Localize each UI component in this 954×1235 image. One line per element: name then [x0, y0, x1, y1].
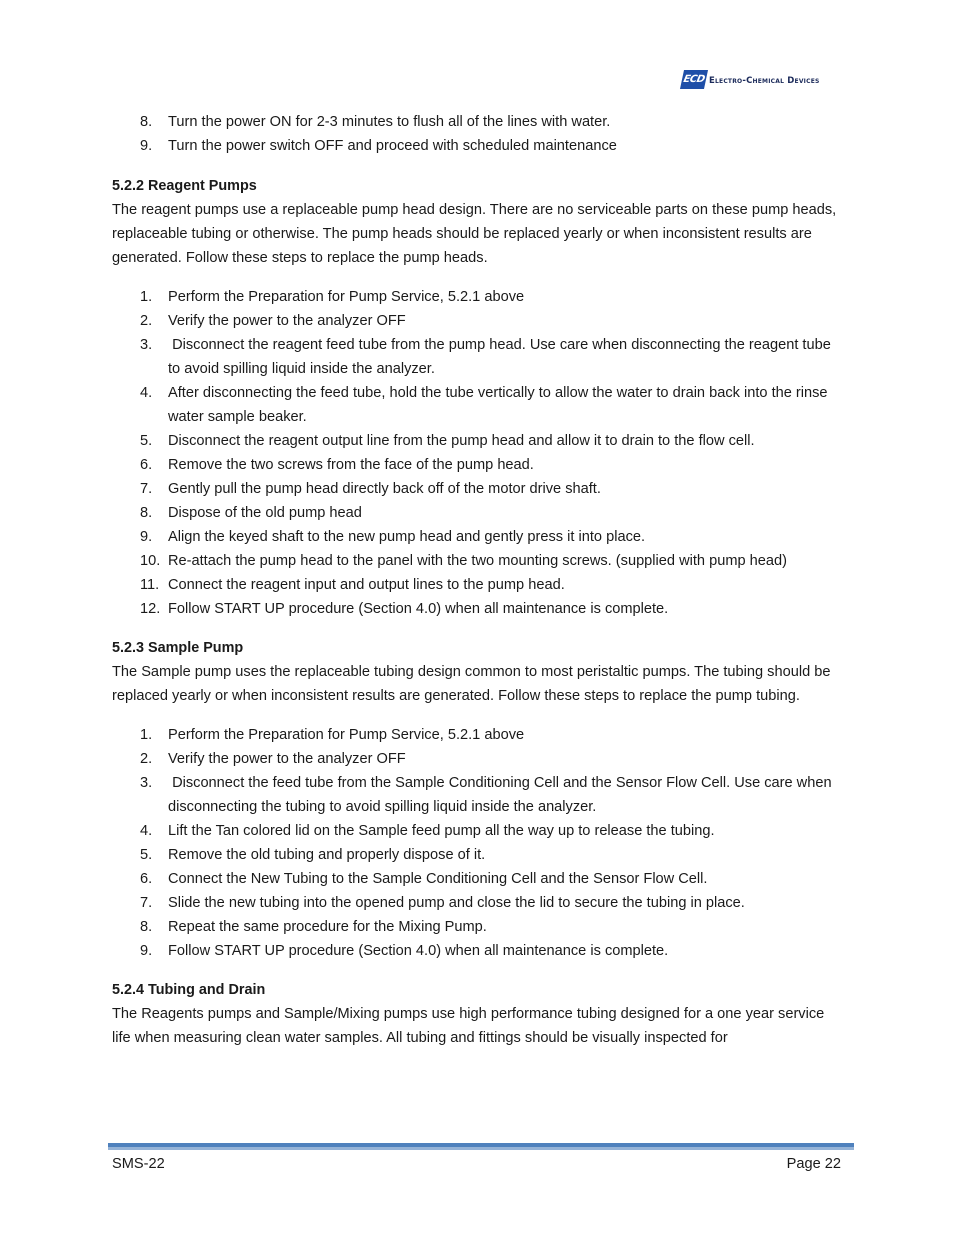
list-item-text: Follow START UP procedure (Section 4.0) when all maintenance is complete. — [168, 601, 669, 617]
list-item — [112, 867, 840, 891]
list-item-number: 3. — [140, 775, 153, 791]
list-item — [112, 285, 840, 309]
list-item — [112, 747, 840, 771]
list-item-number: 10. — [140, 553, 161, 569]
company-logo — [682, 68, 820, 90]
list-item-text: Lift the Tan colored lid on the Sample feed pump all the way up to release the tubing. — [168, 823, 715, 839]
list-item-text: Connect the New Tubing to the Sample Conditioning Cell and the Sensor Flow Cell. — [168, 871, 708, 887]
sample-pump-steps — [112, 723, 840, 963]
list-item-text: Remove the old tubing and properly dispose of it. — [168, 847, 486, 863]
page-content — [112, 110, 840, 1050]
list-item-text: Disconnect the reagent output line from the pump head and allow it to drain to the flow cell. — [168, 433, 755, 449]
reagent-pump-steps — [112, 285, 840, 621]
list-item-text: Connect the reagent input and output lines to the pump head. — [168, 577, 565, 593]
list-item-number: 7. — [140, 895, 153, 911]
list-item — [112, 723, 840, 747]
list-item-number: 1. — [140, 289, 153, 305]
list-item-number: 12. — [140, 601, 161, 617]
list-item-text: Remove the two screws from the face of the pump head. — [168, 457, 534, 473]
list-item-text: Slide the new tubing into the opened pump and close the lid to secure the tubing in place. — [168, 895, 745, 911]
list-item-text: Re-attach the pump head to the panel with the two mounting screws. (supplied with pump head) — [168, 553, 787, 569]
list-item — [112, 915, 840, 939]
list-item — [112, 309, 840, 333]
section-paragraph-sample-pump: The Sample pump uses the replaceable tubing design common to most peristaltic pumps. The tubing should be replaced yearly or when inconsistent results are generated. Follow these steps to replace the pump tubing. — [112, 664, 831, 704]
list-item-text: Perform the Preparation for Pump Service, 5.2.1 above — [168, 289, 525, 305]
list-item-text: Follow START UP procedure (Section 4.0) when all maintenance is complete. — [168, 943, 669, 959]
list-item — [112, 549, 840, 573]
section-heading-tubing-and-drain: 5.2.4 Tubing and Drain — [112, 982, 266, 998]
list-item — [112, 891, 840, 915]
list-item — [112, 843, 840, 867]
logo-text: Electro-Chemical Devices — [709, 76, 820, 86]
list-item — [112, 381, 840, 429]
list-item-number: 9. — [140, 943, 153, 959]
list-item-number: 1. — [140, 727, 153, 743]
footer-divider-shadow — [108, 1147, 854, 1150]
list-item-text: Turn the power ON for 2-3 minutes to flush all of the lines with water. — [168, 114, 611, 130]
list-item-number: 6. — [140, 871, 153, 887]
list-item-text: Dispose of the old pump head — [168, 505, 362, 521]
list-item — [112, 573, 840, 597]
list-item-text: Verify the power to the analyzer OFF — [168, 751, 406, 767]
list-item — [112, 134, 840, 158]
list-item — [112, 110, 840, 134]
list-item-number: 7. — [140, 481, 153, 497]
list-item-number: 9. — [140, 529, 153, 545]
list-item-number: 5. — [140, 847, 153, 863]
section-paragraph-reagent-pumps: The reagent pumps use a replaceable pump head design. There are no serviceable parts on these pump heads, replaceable tubing or otherwise. The pump heads should be replaced yearly or when inconsistent results are generated. Follow these steps to replace the pump heads. — [112, 202, 837, 266]
list-item-number: 2. — [140, 313, 153, 329]
list-item — [112, 501, 840, 525]
list-item — [112, 819, 840, 843]
continued-step-list — [112, 110, 840, 158]
section-paragraph-tubing-and-drain: The Reagents pumps and Sample/Mixing pumps use high performance tubing designed for a one year service life when measuring clean water samples. All tubing and fittings should be visually inspected for — [112, 1006, 825, 1046]
list-item — [112, 771, 840, 819]
list-item — [112, 333, 840, 381]
footer-document-id: SMS-22 — [112, 1156, 165, 1172]
list-item-number: 2. — [140, 751, 153, 767]
list-item-number: 5. — [140, 433, 153, 449]
list-item — [112, 477, 840, 501]
section-heading-sample-pump: 5.2.3 Sample Pump — [112, 640, 244, 656]
list-item-number: 11. — [140, 577, 160, 593]
list-item-text: After disconnecting the feed tube, hold the tube vertically to allow the water to drain back into the rinse water sample beaker. — [168, 385, 828, 425]
list-item — [112, 525, 840, 549]
list-item-text: Verify the power to the analyzer OFF — [168, 313, 406, 329]
list-item-number: 4. — [140, 823, 153, 839]
list-item-number: 9. — [140, 138, 153, 154]
list-item-number: 8. — [140, 114, 153, 130]
list-item-text: Disconnect the reagent feed tube from the pump head. Use care when disconnecting the reagent tube to avoid spilling liquid inside the analyzer. — [168, 337, 835, 377]
list-item-text: Gently pull the pump head directly back off of the motor drive shaft. — [168, 481, 601, 497]
list-item-number: 8. — [140, 919, 153, 935]
list-item-number: 4. — [140, 385, 153, 401]
logo-mark: ECD — [680, 70, 708, 89]
list-item-text: Align the keyed shaft to the new pump head and gently press it into place. — [168, 529, 646, 545]
list-item-text: Repeat the same procedure for the Mixing Pump. — [168, 919, 487, 935]
list-item — [112, 939, 840, 963]
list-item — [112, 453, 840, 477]
list-item-number: 8. — [140, 505, 153, 521]
list-item — [112, 429, 840, 453]
list-item-number: 6. — [140, 457, 153, 473]
list-item — [112, 597, 840, 621]
list-item-number: 3. — [140, 337, 153, 353]
list-item-text: Perform the Preparation for Pump Service, 5.2.1 above — [168, 727, 525, 743]
list-item-text: Turn the power switch OFF and proceed with scheduled maintenance — [168, 138, 617, 154]
footer-page-number: Page 22 — [786, 1156, 841, 1172]
section-heading-reagent-pumps: 5.2.2 Reagent Pumps — [112, 178, 257, 194]
list-item-text: Disconnect the feed tube from the Sample Conditioning Cell and the Sensor Flow Cell. Use care when disconnecting the tubing to avoid spilling liquid inside the analyzer. — [168, 775, 836, 815]
